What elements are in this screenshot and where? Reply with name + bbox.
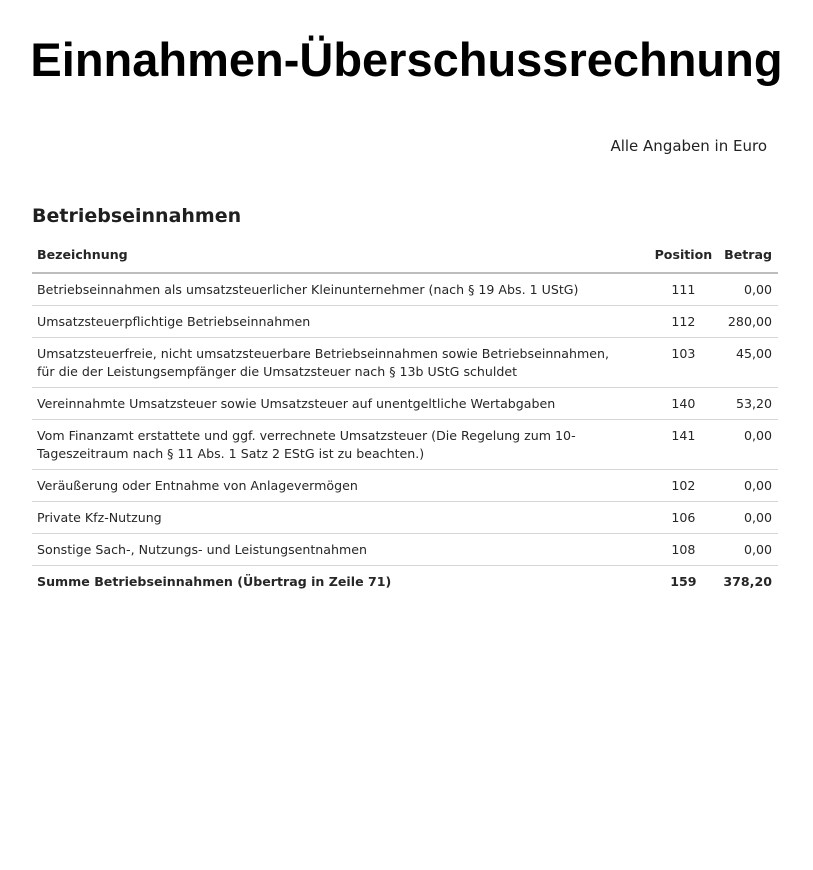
- row-position: 108: [647, 534, 718, 566]
- table-row: [32, 534, 778, 566]
- section-heading: Betriebseinnahmen: [32, 205, 242, 227]
- total-position: 159: [670, 574, 697, 589]
- row-label: Sonstige Sach-, Nutzungs- und Leistungsentnahmen: [32, 534, 647, 566]
- total-row: [32, 566, 778, 598]
- row-amount: 280,00: [718, 306, 778, 338]
- row-amount: 45,00: [718, 338, 778, 388]
- table-row: [32, 273, 778, 306]
- column-header-position: Position: [647, 239, 718, 273]
- row-label: Private Kfz-Nutzung: [32, 502, 647, 534]
- table-row: [32, 338, 778, 388]
- row-amount: 0,00: [718, 273, 778, 306]
- table-row: [32, 420, 778, 470]
- table-row: [32, 502, 778, 534]
- table-row: [32, 306, 778, 338]
- row-position: 140: [647, 388, 718, 420]
- currency-note: Alle Angaben in Euro: [610, 137, 767, 155]
- row-label: Umsatzsteuerfreie, nicht umsatzsteuerbare Betriebseinnahmen sowie Betriebseinnahmen, für die der Leistungsempfänger die Umsatzsteuer nach § 13b UStG schuldet: [32, 338, 647, 388]
- table-header-row: [32, 239, 778, 273]
- row-label: Betriebseinnahmen als umsatzsteuerlicher Kleinunternehmer (nach § 19 Abs. 1 UStG): [32, 273, 647, 306]
- page-title: Einnahmen-Überschussrechnung: [30, 33, 783, 86]
- total-amount: 378,20: [723, 574, 772, 589]
- row-position: 106: [647, 502, 718, 534]
- row-amount: 0,00: [718, 502, 778, 534]
- column-header-amount: Betrag: [718, 239, 778, 273]
- row-label: Umsatzsteuerpflichtige Betriebseinnahmen: [32, 306, 647, 338]
- row-position: 111: [647, 273, 718, 306]
- table-row: [32, 388, 778, 420]
- row-position: 112: [647, 306, 718, 338]
- row-amount: 0,00: [718, 420, 778, 470]
- income-table: [32, 239, 778, 597]
- row-label: Vereinnahmte Umsatzsteuer sowie Umsatzsteuer auf unentgeltliche Wertabgaben: [32, 388, 647, 420]
- row-position: 103: [647, 338, 718, 388]
- row-amount: 53,20: [718, 388, 778, 420]
- row-amount: 0,00: [718, 534, 778, 566]
- row-position: 141: [647, 420, 718, 470]
- row-amount: 0,00: [718, 470, 778, 502]
- total-label: Summe Betriebseinnahmen (Übertrag in Zeile 71): [37, 574, 392, 589]
- row-label: Veräußerung oder Entnahme von Anlagevermögen: [32, 470, 647, 502]
- table-row: [32, 470, 778, 502]
- row-label: Vom Finanzamt erstattete und ggf. verrechnete Umsatzsteuer (Die Regelung zum 10-Tageszeitraum nach § 11 Abs. 1 Satz 2 EStG ist zu beachten.): [32, 420, 647, 470]
- row-position: 102: [647, 470, 718, 502]
- column-header-label: Bezeichnung: [32, 239, 647, 273]
